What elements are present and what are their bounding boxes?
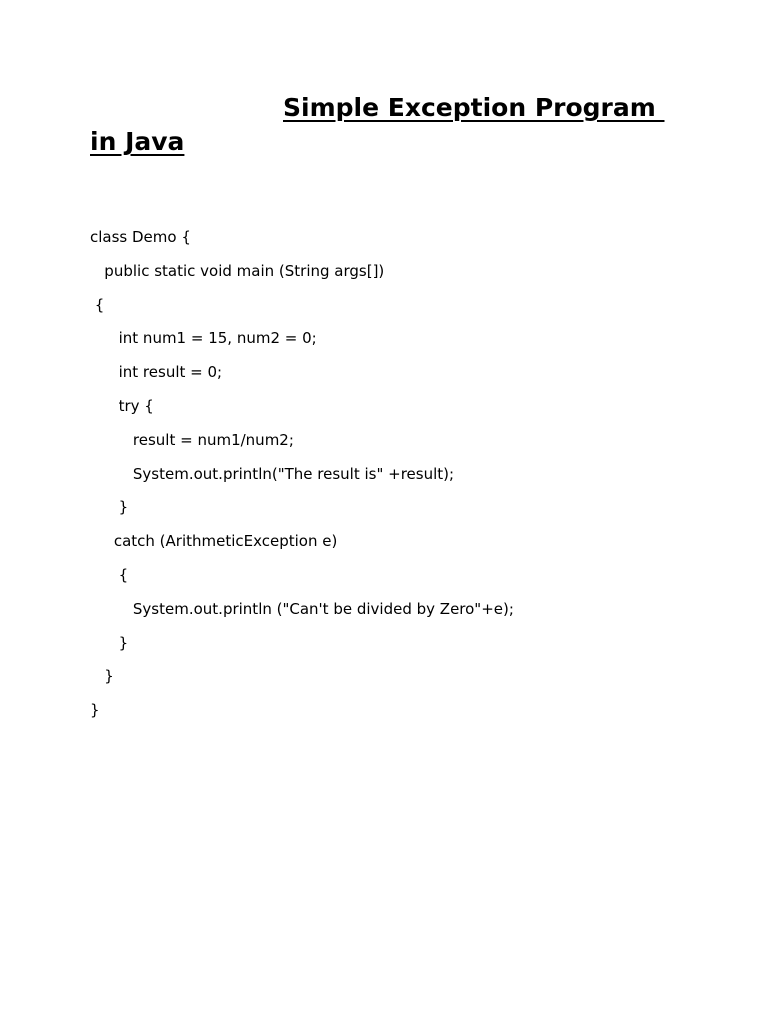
code-line: result = num1/num2; <box>90 430 294 449</box>
code-line: System.out.println ("Can't be divided by Zero"+e); <box>90 599 514 618</box>
code-line: try { <box>90 396 154 415</box>
code-line: } <box>90 667 114 686</box>
code-line: int result = 0; <box>90 363 223 382</box>
code-line: public static void main (String args[]) <box>90 261 385 280</box>
code-line: System.out.println("The result is" +result); <box>90 464 455 483</box>
code-line: } <box>90 701 100 720</box>
code-line: { <box>90 295 105 314</box>
code-block <box>90 221 514 728</box>
code-line: } <box>90 633 129 652</box>
code-line: int num1 = 15, num2 = 0; <box>90 329 317 348</box>
code-line: class Demo { <box>90 228 191 246</box>
page-title-line-1: Simple Exception Program <box>283 93 665 122</box>
code-line: catch (ArithmeticException e) <box>90 532 338 551</box>
code-line: } <box>90 498 129 517</box>
page-title-line-2: in Java <box>90 127 185 156</box>
code-line: { <box>90 565 129 584</box>
